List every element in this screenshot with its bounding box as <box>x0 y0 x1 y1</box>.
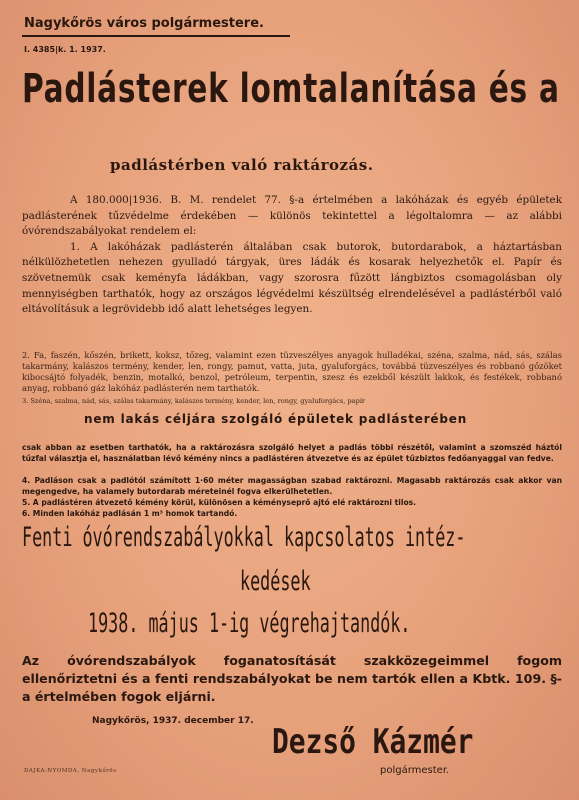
point-3-intro: 3. Széna, szalma, nád, sás, szálas takarmány, kalászos termény, kender, len, rongy, gyaluforgács, papír <box>22 397 366 405</box>
intro-paragraph: A 180.000|1936. B. M. rendelet 77. §-a értelmében a lakóházak és egyéb épületek padlásterének tűzvédelme érdekében — különös tekintettel a légoltalomra — az alábbi óvórendszabályokat rendelem el: <box>22 194 562 238</box>
notice-line-2: kedések <box>240 566 311 597</box>
reference-number: I. 4385|k. 1. 1937. <box>24 45 106 54</box>
point-4: 4. Padláson csak a padlótól számított 1·60 méter magasságban szabad raktározni. Magasabb raktározás csak akkor van megengedve, ha valamely butordarab méreteinél fogva elkerülhetetlen. <box>22 476 562 496</box>
notice-line-1: Fenti óvórendszabályokkal kapcsolatos intéz- <box>22 522 466 553</box>
signature-name: Dezső Kázmér <box>272 722 474 762</box>
point-5: 5. A padlástéren átvezető kémény körül, különösen a kéményseprő ajtó elé raktározni tilos. <box>22 498 417 507</box>
place-date: Nagykőrös, 1937. december 17. <box>92 716 254 726</box>
main-title: Padlásterek lomtalanítása és a <box>22 66 560 112</box>
signature-title: polgármester. <box>380 765 450 776</box>
printer-credit: DAJKA-NYOMDA, Nagykőrös <box>24 768 117 774</box>
point-2: 2. Fa, faszén, kőszén, brikett, koksz, tőzeg, valamint ezen tüzveszélyes anyagok hulladékai, széna, szalma, nád, sás, szálas takarmány, kalászos termény, kender, len, rongy, pamut, vatta, juta, gyaluforgács, továbbá tüzveszélyes és robbanó gőzöket kibocsájtó folyadék, benzin, motalkó, benzol, petróleum, terpentin, szesz és ezekből készült lakkok, és festékek, robbanó anyag, robbanó gáz lakóház padlásterén nem tarthatók. <box>22 350 562 393</box>
point-3-emphasis: nem lakás céljára szolgáló épületek padlásterében <box>84 412 468 426</box>
declaration: Az óvórendszabályok foganatosítását szakközegeimmel fogom ellenőriztetni és a fenti rendszabályokat be nem tartók ellen a Kbtk. 109. §-a értelmében fogok eljárni. <box>22 653 562 704</box>
body-text <box>22 193 562 318</box>
subtitle: padlástérben való raktározás. <box>110 156 374 174</box>
point-1: 1. A lakóházak padlásterén általában csak butorok, butordarabok, a háztartásban nélkülözhetetlen nehezen gyulladó tárgyak, üres ládák és kosarak helyezhetők el. Papír és szövetnemük csak keményfa ládákban, vagy szorosra fűzött lángbiztos csomagolásban oly mennyiségben tarthatók, hogy az országos légvédelmi készültség elrendelésével a padlástérből való eltávolításuk a legrövidebb idő alatt lehetséges legyen. <box>22 240 562 316</box>
point-6: 6. Minden lakóház padlásán 1 m³ homok tartandó. <box>22 509 238 518</box>
header-rule <box>22 35 290 37</box>
point-3-rest: csak abban az esetben tarthatók, ha a raktározásra szolgáló helyet a padlás többi részétől, valamint a szomszéd háztól tűzfal választja el, használatban lévő kémény nincs a padlástéren átvezetve és az épület tűzbiztos fedőanyaggal van fedve. <box>22 443 562 463</box>
issuer-header: Nagykőrös város polgármestere. <box>24 16 264 31</box>
notice-line-3: 1938. május 1-ig végrehajtandók. <box>88 608 411 639</box>
